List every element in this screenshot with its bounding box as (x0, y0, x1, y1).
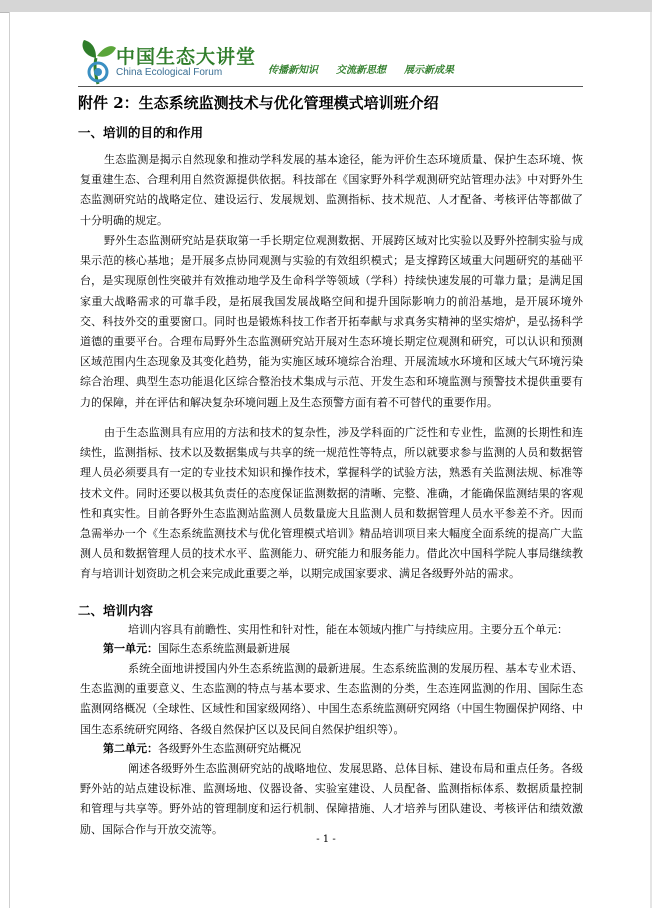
section-heading-purpose: 一、培训的目的和作用 (78, 125, 204, 140)
slogan-2: 交流新思想 (336, 65, 386, 76)
forum-logo-icon (78, 34, 118, 86)
section-heading-content: 二、培训内容 (78, 603, 154, 618)
unit-2-label: 第二单元： (103, 742, 158, 755)
forum-logo-chinese: 中国生态大讲堂 (116, 46, 257, 68)
paragraph-2: 野外生态监测研究站是获取第一手长期定位观测数据、开展跨区域对比实验以及野外控制实验与成果示范的核心基地；是开展多点协同观测与实验的有效组织模式；是支撑跨区域重大问题研究的基础平台，是实现原创性突破并有效推动地学及生命科学等领域（学科）持续快速发展的可靠力量；是满足国家重大战略需求的可靠手段，是拓展我国发展战略空间和提升国际影响力的前沿基地，是开展环境外交、科技外交的重要窗口。同时也是锻炼科技工作者开拓奉献与求真务实精神的坚实熔炉，是弘扬科学道德的重要平台。合理布局野外生态监测研究站开展对生态环境长期定位观测和研究，可以认识和预测区域范围内生态现象及其变化趋势，能为实施区域环境综合治理、开展流域水环境和区域大气环境污染综合治理、典型生态功能退化区综合整治技术集成与示范、开发生态和环境监测与预警技术提供重要有力的保障，并在评估和解决复杂环境问题上及生态预警方面有着不可替代的重要作用。 (80, 234, 583, 409)
paragraph-3: 由于生态监测具有应用的方法和技术的复杂性，涉及学科面的广泛性和专业性，监测的长期性和连续性，监测指标、技术以及数据集成与共享的统一规范性等特点，所以就要求参与监测的人员和数据管理人员必须要具有一定的专业技术知识和操作技术，掌握科学的试验方法，熟悉有关监测法规、标准等技术文件。同时还要以极其负责任的态度保证监测数据的清晰、完整、准确，才能确保监测结果的客观性和真实性。目前各野外生态监测站监测人员数量庞大且监测人员和数据管理人员水平参差不齐。因而急需举办一个《生态系统监测技术与优化管理模式培训》精品培训项目来大幅度全面系统的提高广大监测人员和数据管理人员的技术水平、监测能力、研究能力和服务能力。借此次中国科学院人事局继续教育与培训计划资助之机会来完成此重要之举，以期完成国家要求、满足各级野外站的需求。 (80, 426, 583, 581)
unit-2-name: 各级野外生态监测研究站概况 (158, 742, 301, 755)
unit-1-text: 系统全面地讲授国内外生态系统监测的最新进展。生态系统监测的发展历程、基本专业术语、生态监测的重要意义、生态监测的特点与基本要求、生态监测的分类，生态连网监测的作用、国际生态监测网络概况（全球性、区域性和国家级网络）、中国生态系统监测研究网络（中国生物圈保护网络、中国生态系统研究网络、各级自然保护区以及民间自然保护组织等）。 (80, 662, 583, 736)
header-divider (78, 86, 583, 87)
document-title: 附件 2：生态系统监测技术与优化管理模式培训班介绍 (78, 94, 439, 112)
slogan-3: 展示新成果 (404, 65, 454, 76)
page-header (78, 34, 588, 86)
unit-2-title (103, 740, 301, 756)
unit-1-name: 国际生态系统监测最新进展 (158, 642, 290, 655)
content-intro: 培训内容具有前瞻性、实用性和针对性，能在本领域内推广与持续应用。主要分五个单元： (128, 623, 568, 636)
unit-1-label: 第一单元： (103, 642, 158, 655)
page-number: - 1 - (316, 834, 336, 845)
forum-logo-english: China Ecological Forum (116, 67, 223, 78)
slogan-1: 传播新知识 (268, 65, 318, 76)
unit-2-text: 阐述各级野外生态监测研究站的战略地位、发展思路、总体目标、建设布局和重点任务。各级野外站的站点建设标准、监测场地、仪器设备、实验室建设、人员配备、监测指标体系、数据质量控制和管理与共享等。野外站的管理制度和运行机制、保障措施、人才培养与团队建设、考核评估和绩效激励、国际合作与开放交流等。 (80, 762, 583, 836)
header-slogans (268, 61, 454, 76)
paragraph-1: 生态监测是揭示自然现象和推动学科发展的基本途径，能为评价生态环境质量、保护生态环境、恢复重建生态、合理利用自然资源提供依据。科技部在《国家野外科学观测研究站管理办法》中对野外生态监测研究站的战略定位、建设运行、发展规划、监测指标、技术规范、人才配备、考核评估等都做了十分明确的规定。 (80, 153, 583, 227)
unit-1-title (103, 640, 290, 656)
